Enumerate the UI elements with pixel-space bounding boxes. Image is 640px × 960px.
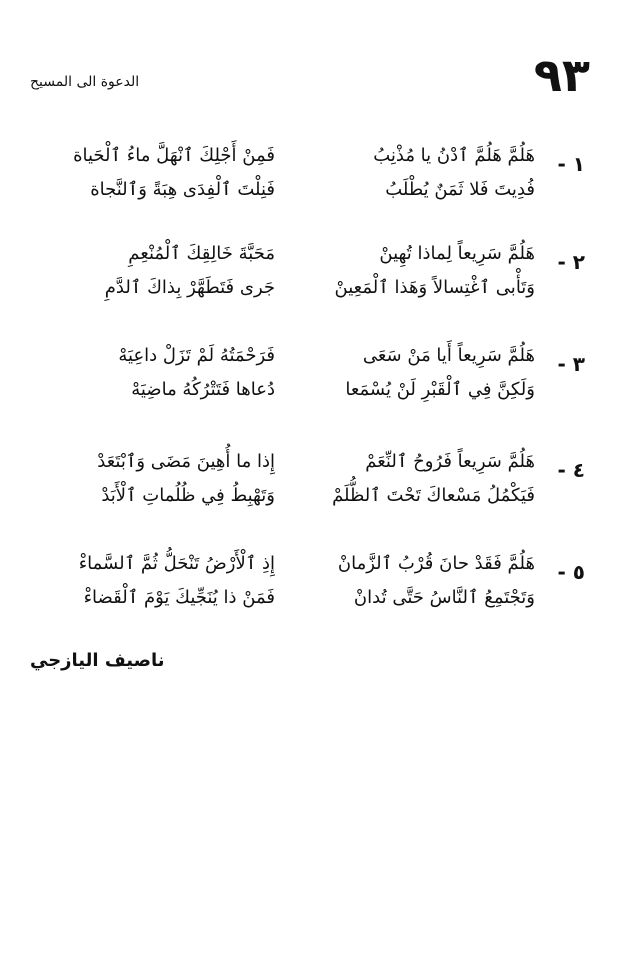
verse-line-1-second-hemistich: إِذِ ٱلْأَرْضُ تَنْحَلُّ ثُمَّ ٱلسَّماءْ [78,553,275,574]
verse-line-1-first-hemistich: هَلُمَّ هَلُمَّ ٱدْنُ يا مُذْنِبُ [373,145,535,166]
stanza-number: ١ - [557,152,585,176]
verse-line-2-first-hemistich: فُدِيتَ فَلا ثَمَنٌ يُطْلَبُ [385,179,535,200]
page-header [30,50,590,100]
stanza-number: ٣ - [557,352,585,376]
verse-line-2-second-hemistich: فَمَنْ ذا يُنَجِّيكَ يَوْمَ ٱلْقَضاءْ [83,587,275,608]
verse-line-1-first-hemistich: هَلُمَّ فَقَدْ حانَ قُرْبُ ٱلزَّمانْ [337,553,535,574]
verse-line-1-first-hemistich: هَلُمَّ سَرِيعاً أَيا مَنْ سَعَى [362,345,535,366]
verse-line-1-second-hemistich: فَرَحْمَتُهُ لَمْ تَزَلْ داعِيَهْ [118,345,275,366]
verse-line-2-first-hemistich: وَلَكِنَّ فِي ٱلْقَبْرِ لَنْ يُسْمَعا [345,379,535,400]
verse-line-2-second-hemistich: جَرى فَتَطَهَّرْ بِذاكَ ٱلدَّمِ [104,277,275,298]
verse-line-1-second-hemistich: فَمِنْ أَجْلِكَ ٱنْهَلَّ ماءُ ٱلْحَياة [73,145,275,166]
author-signature: ناصيف اليازجي [30,650,165,671]
verse-line-1-second-hemistich: مَحَبَّةَ خَالِقِكَ ٱلْمُنْعِمِ [128,243,275,264]
stanza-4 [20,446,585,516]
verse-line-1-first-hemistich: هَلُمَّ سَرِيعاً فَرُوحُ ٱلنِّعَمْ [365,451,535,472]
running-title: الدعوة الى المسيح [30,74,140,90]
stanza-number: ٥ - [557,560,585,584]
stanza-1 [20,140,585,210]
verse-line-2-second-hemistich: دُعاها فَتَتْرُكُهُ ماضِيَهْ [131,379,275,400]
verse-line-2-second-hemistich: وَتَهْبِطُ فِي ظُلُماتِ ٱلْأَبَدْ [101,485,275,506]
stanza-3 [20,340,585,410]
stanza-2 [20,238,585,308]
page-number: ٩٣ [533,48,590,102]
verse-line-2-first-hemistich: فَيَكْمُلُ مَسْعاكَ تَحْتَ ٱلظُّلَمْ [332,485,535,506]
verse-line-2-second-hemistich: فَنِلْتَ ٱلْفِدَى هِبَةً وَٱلنَّجاة [90,179,275,200]
verse-line-2-first-hemistich: وَتَأْبى ٱغْتِسالاً وَهَذا ٱلْمَعِينْ [334,277,535,298]
stanza-5 [20,548,585,618]
stanza-number: ٢ - [557,250,585,274]
stanza-number: ٤ - [557,458,585,482]
verse-line-1-second-hemistich: إِذا ما أُهِينَ مَضَى وَٱبْتَعَدْ [97,451,275,472]
verse-line-2-first-hemistich: وَتَجْتَمِعُ ٱلنَّاسُ حَتَّى تُدانْ [353,587,535,608]
verse-line-1-first-hemistich: هَلُمَّ سَرِيعاً لِماذا تُهِينْ [379,243,535,264]
